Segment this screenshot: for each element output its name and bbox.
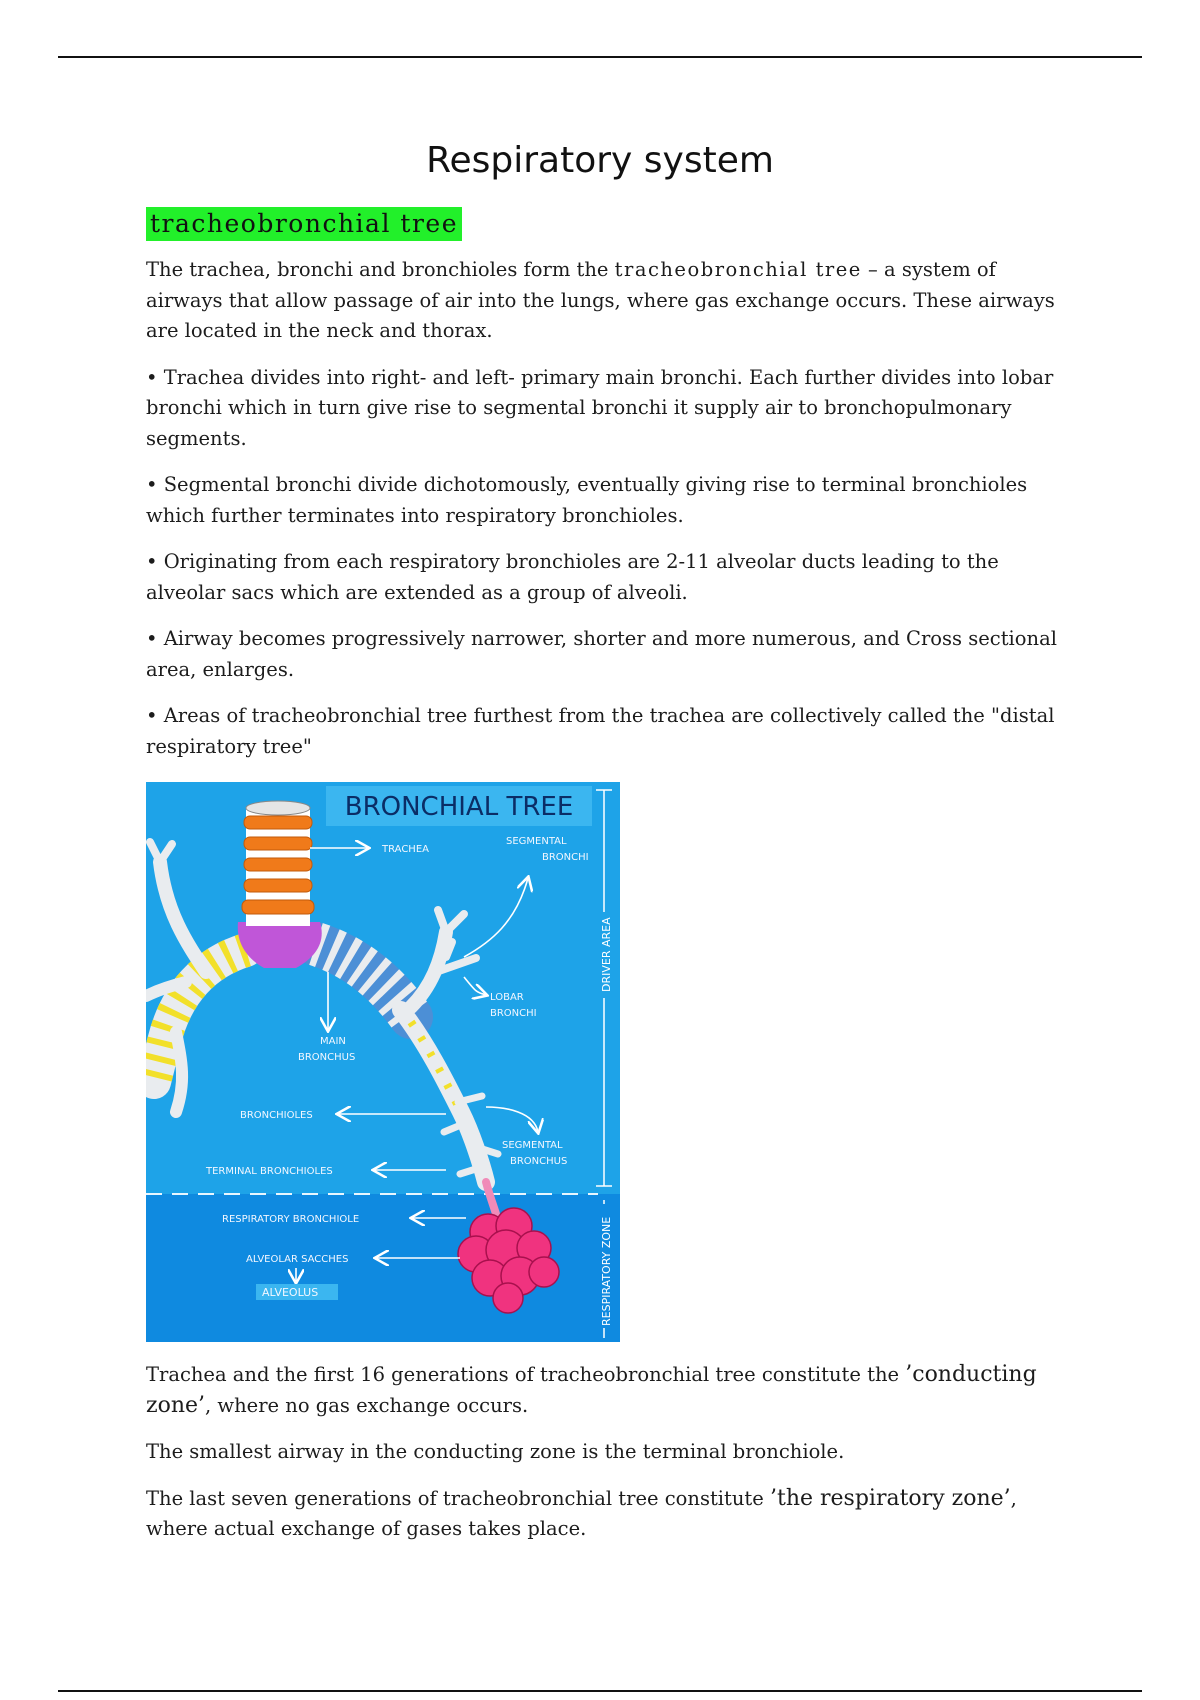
page-title: Respiratory system [426, 140, 774, 181]
intro-paragraph [146, 255, 1066, 347]
label-lobar-2: BRONCHI [490, 1008, 537, 1019]
bullet-item: • Originating from each respiratory bronchioles are 2-11 alveolar ducts leading to the alveolar sacs which are extended as a group of alveoli. [146, 550, 999, 604]
figure-title: BRONCHIAL TREE [344, 792, 574, 822]
label-segmental-bronchi-1: SEGMENTAL [506, 836, 567, 847]
bullet-item: • Trachea divides into right- and left- primary main bronchi. Each further divides into lobar bronchi which in turn give rise to segmental bronchi it supply air to bronchopulmonary segments. [146, 365, 1054, 450]
top-rule [58, 56, 1142, 58]
intro-text-after: – a system of airways that allow passage of air into the lungs, where gas exchange occurs. These airways are located in the neck and thorax. [146, 258, 1055, 342]
label-terminal-bronchioles: TERMINAL BRONCHIOLES [206, 1166, 333, 1177]
document-body [146, 207, 1066, 1545]
intro-text-before: The trachea, bronchi and bronchioles form the [146, 258, 615, 281]
label-segmental-bronchus-1: SEGMENTAL [502, 1140, 563, 1151]
conducting-text-after: , where no gas exchange occurs. [205, 1393, 529, 1417]
label-trachea: TRACHEA [382, 844, 429, 855]
respiratory-text-before: The last seven generations of tracheobronchial tree constitute [146, 1486, 770, 1510]
label-lobar-1: LOBAR [490, 992, 524, 1003]
driver-area-label: DRIVER AREA [600, 917, 613, 992]
label-alveolar-sacs: ALVEOLAR SACCHES [246, 1254, 349, 1265]
respiratory-text-after: , where actual exchange of gases takes place. [146, 1486, 1017, 1540]
respiratory-zone-label: RESPIRATORY ZONE [600, 1216, 613, 1326]
bronchial-tree-figure [146, 782, 620, 1342]
section-heading: tracheobronchial tree [146, 207, 462, 241]
bullet-item: • Airway becomes progressively narrower, shorter and more numerous, and Cross sectional area, enlarges. [146, 627, 1057, 681]
label-respiratory-bronchiole: RESPIRATORY BRONCHIOLE [222, 1214, 360, 1225]
label-alveolus: ALVEOLUS [262, 1286, 319, 1299]
respiratory-zone-paragraph [146, 1484, 1066, 1545]
left-lower-branch [176, 1032, 182, 1112]
respiratory-term: ’the respiratory zone’ [770, 1485, 1011, 1511]
smallest-airway-paragraph: The smallest airway in the conducting zone is the terminal bronchiole. [146, 1440, 845, 1463]
conducting-text-before: Trachea and the first 16 generations of tracheobronchial tree constitute the [146, 1363, 906, 1386]
intro-term: tracheobronchial tree [614, 258, 862, 281]
conducting-term: ’conducting zone’ [146, 1362, 1037, 1418]
bottom-rule [58, 1690, 1142, 1692]
label-segmental-bronchi-2: BRONCHI [542, 852, 589, 863]
label-main-1: MAIN [320, 1036, 346, 1047]
conducting-zone-paragraph [146, 1360, 1066, 1421]
bullet-item: • Areas of tracheobronchial tree furthest from the trachea are collectively called the "distal respiratory tree" [146, 704, 1055, 758]
label-main-2: BRONCHUS [298, 1052, 356, 1063]
bullet-item: • Segmental bronchi divide dichotomously, eventually giving rise to terminal bronchioles which further terminates into respiratory bronchioles. [146, 473, 1028, 527]
label-bronchioles: BRONCHIOLES [240, 1110, 313, 1121]
label-segmental-bronchus-2: BRONCHUS [510, 1156, 568, 1167]
